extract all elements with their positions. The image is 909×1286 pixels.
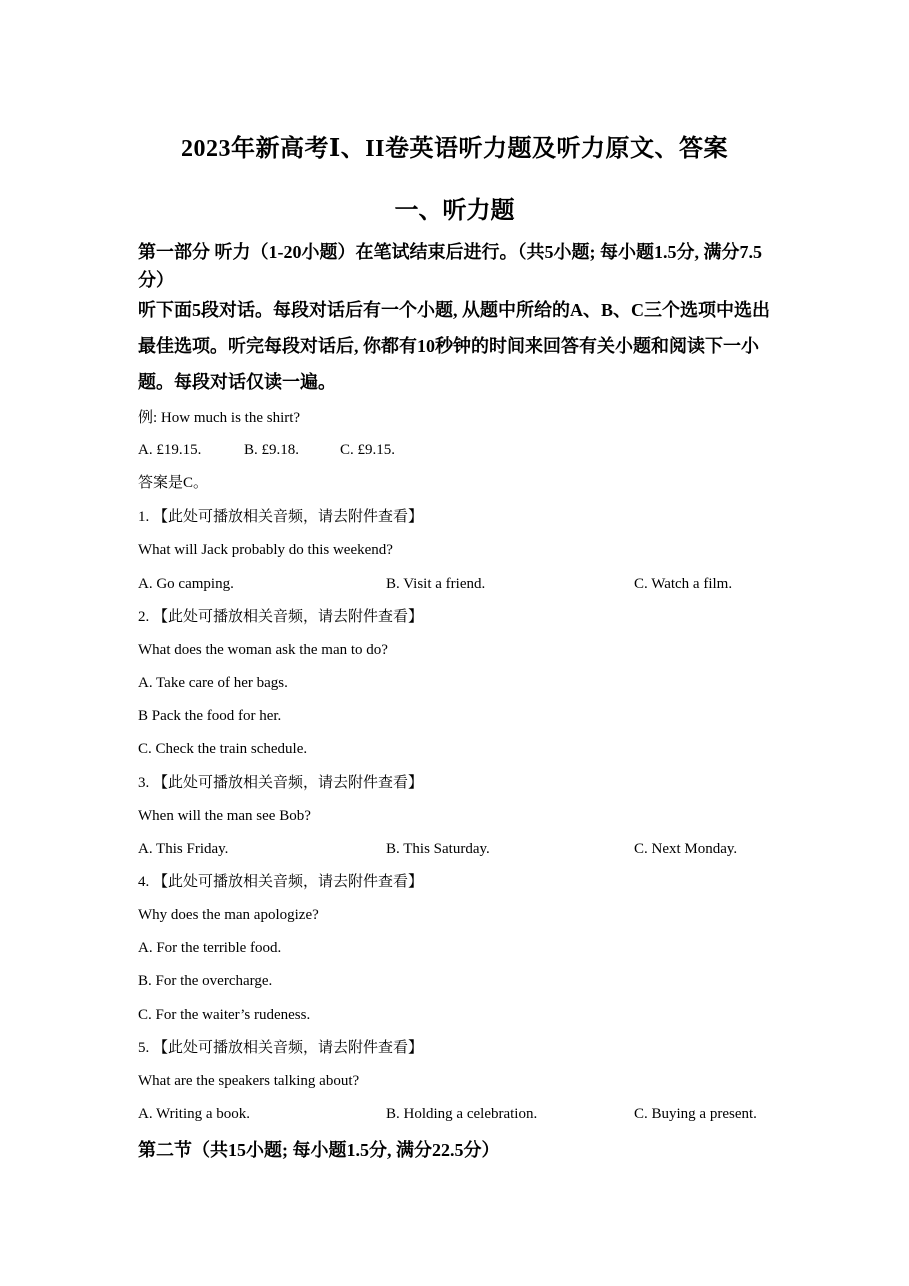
section-heading: 一、听力题 — [394, 198, 515, 224]
question-2-option-a: A. Take care of her bags. — [138, 675, 288, 691]
question-3-option-b: B. This Saturday. — [386, 841, 490, 857]
question-1-option-b: B. Visit a friend. — [386, 576, 486, 592]
question-3-options — [138, 838, 778, 860]
question-5-audio-note[interactable]: 5. 【此处可播放相关音频，请去附件查看】 — [138, 1040, 424, 1056]
question-5-options — [138, 1103, 778, 1125]
question-4-option-a: A. For the terrible food. — [138, 940, 282, 956]
question-1-options — [138, 573, 778, 595]
question-2-option-b: B Pack the food for her. — [138, 708, 282, 724]
question-4-text: Why does the man apologize? — [138, 907, 319, 923]
example-option-b: B. £9.18. — [244, 442, 300, 458]
example-option-a: A. £19.15. — [138, 442, 202, 458]
question-2-option-c: C. Check the train schedule. — [138, 741, 308, 757]
question-1-option-c: C. Watch a film. — [634, 576, 733, 592]
question-3-text: When will the man see Bob? — [138, 808, 311, 824]
question-1-audio-note[interactable]: 1. 【此处可播放相关音频，请去附件查看】 — [138, 509, 424, 525]
question-4-option-b: B. For the overcharge. — [138, 973, 273, 989]
question-4-option-c: C. For the waiter’s rudeness. — [138, 1007, 311, 1023]
question-4-audio-note[interactable]: 4. 【此处可播放相关音频，请去附件查看】 — [138, 874, 424, 890]
section-2-heading: 第二节（共15小题; 每小题1.5分, 满分22.5分） — [138, 1140, 500, 1160]
question-1-option-a: A. Go camping. — [138, 576, 234, 592]
question-3-audio-note[interactable]: 3. 【此处可播放相关音频，请去附件查看】 — [138, 775, 424, 791]
question-3-option-c: C. Next Monday. — [634, 841, 738, 857]
document-title: 2023年新高考Ⅰ、II卷英语听力题及听力原文、答案 — [181, 136, 728, 162]
question-5-option-b: B. Holding a celebration. — [386, 1106, 538, 1122]
question-3-option-a: A. This Friday. — [138, 841, 229, 857]
example-option-c: C. £9.15. — [340, 442, 396, 458]
question-2-text: What does the woman ask the man to do? — [138, 642, 388, 658]
question-5-option-c: C. Buying a present. — [634, 1106, 757, 1122]
part-intro: 第一部分 听力（1-20小题）在笔试结束后进行。（共5小题; 每小题1.5分, 满分7.5分） — [138, 242, 762, 290]
question-1-text: What will Jack probably do this weekend? — [138, 542, 393, 558]
question-2-audio-note[interactable]: 2. 【此处可播放相关音频，请去附件查看】 — [138, 609, 424, 625]
instructions: 听下面5段对话。每段对话后有一个小题, 从题中所给的A、B、C三个选项中选出最佳选项。听完每段对话后, 你都有10秒钟的时间来回答有关小题和阅读下一小题。每段对话仅读一遍。 — [138, 300, 771, 392]
example-answer: 答案是C。 — [138, 475, 209, 491]
example-options — [138, 439, 778, 461]
question-5-text: What are the speakers talking about? — [138, 1073, 360, 1089]
question-5-option-a: A. Writing a book. — [138, 1106, 251, 1122]
example-question: 例: How much is the shirt? — [138, 410, 301, 426]
